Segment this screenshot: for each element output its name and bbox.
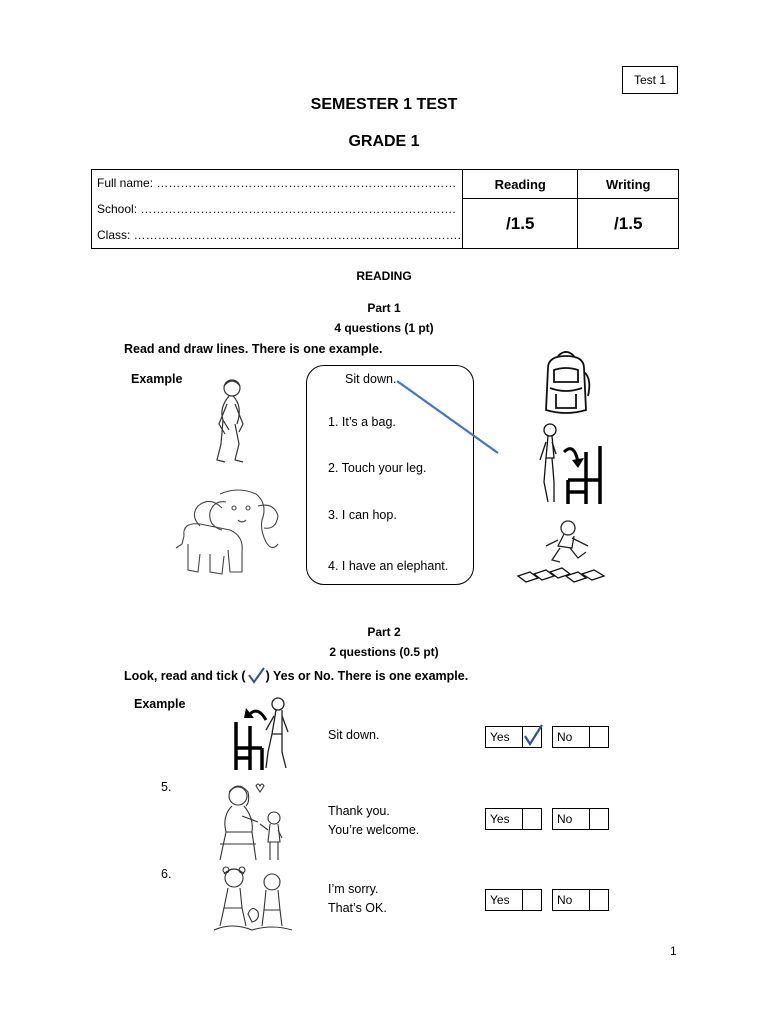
item-example-line-1: Sit down.	[328, 728, 380, 742]
page-title: SEMESTER 1 TEST	[310, 96, 458, 113]
writing-score: /1.5	[578, 199, 679, 249]
sentence-1: 1. It’s a bag.	[328, 415, 396, 429]
yes-box-6[interactable]: Yes	[485, 889, 542, 911]
sit-down-example-icon	[232, 696, 290, 772]
part1-instruction: Read and draw lines. There is one example.	[124, 342, 383, 356]
reading-score: /1.5	[463, 199, 578, 249]
item-6-number: 6.	[161, 867, 172, 881]
backpack-icon	[540, 348, 592, 418]
part2-title: Part 2	[367, 625, 401, 639]
hopscotch-icon	[516, 516, 608, 588]
no-tick-5[interactable]	[590, 809, 608, 829]
part1-example-label: Example	[131, 372, 183, 386]
part2-questions: 2 questions (0.5 pt)	[329, 645, 439, 659]
no-tick-6[interactable]	[590, 890, 608, 910]
school-field[interactable]: School: …………………………………………………………………….	[97, 202, 456, 216]
writing-header: Writing	[578, 170, 679, 199]
full-name-field[interactable]: Full name: …………………………………………………………………	[97, 176, 457, 190]
part1-title: Part 1	[367, 301, 401, 315]
item-6-line-2: That’s OK.	[328, 901, 387, 915]
checkmark-icon	[522, 723, 544, 747]
yes-tick-example[interactable]	[523, 727, 541, 747]
sentence-2: 2. Touch your leg.	[328, 461, 427, 475]
item-5-line-2: You’re welcome.	[328, 823, 420, 837]
sentence-example: Sit down.	[345, 372, 397, 386]
no-box-5[interactable]: No	[552, 808, 609, 830]
grade-title: GRADE 1	[348, 133, 420, 150]
no-box-6[interactable]: No	[552, 889, 609, 911]
part1-questions: 4 questions (1 pt)	[334, 321, 434, 335]
no-tick-example[interactable]	[590, 727, 608, 747]
sorry-picture-icon	[212, 864, 294, 934]
yes-box-example[interactable]: Yes	[485, 726, 542, 748]
reading-header: Reading	[463, 170, 578, 199]
checkmark-icon	[246, 666, 266, 684]
yes-tick-5[interactable]	[523, 809, 541, 829]
item-6-line-1: I’m sorry.	[328, 882, 379, 896]
part2-instruction: Look, read and tick ( ) Yes or No. There is one example.	[124, 666, 468, 684]
item-5-number: 5.	[161, 780, 172, 794]
sentence-4: 4. I have an elephant.	[328, 559, 449, 573]
elephant-icon	[170, 486, 285, 580]
item-5-line-1: Thank you.	[328, 804, 390, 818]
section-title: READING	[356, 269, 412, 283]
sentence-3: 3. I can hop.	[328, 508, 397, 522]
woman-touching-leg-icon	[205, 374, 255, 466]
class-field[interactable]: Class: ……………………………………………………………………….	[97, 228, 462, 242]
test-badge: Test 1	[622, 66, 678, 94]
thank-you-picture-icon	[212, 780, 288, 864]
no-box-example[interactable]: No	[552, 726, 609, 748]
part2-example-label: Example	[134, 697, 186, 711]
page-number: 1	[670, 944, 677, 958]
sit-down-icon	[538, 422, 602, 506]
yes-box-5[interactable]: Yes	[485, 808, 542, 830]
yes-tick-6[interactable]	[523, 890, 541, 910]
